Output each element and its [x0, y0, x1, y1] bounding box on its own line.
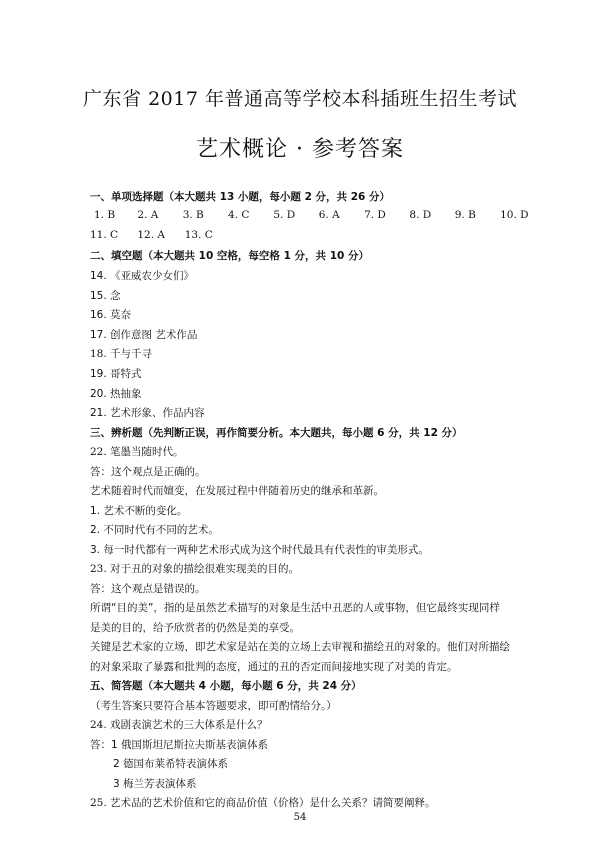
- page-number: 54: [293, 812, 307, 823]
- answer-23-line: 关键是艺术家的立场，即艺术家是站在美的立场上去审视和描绘丑的对象的。他们对所描绘: [90, 641, 510, 653]
- mcq-answer: 8. D: [409, 209, 432, 221]
- fill-answer: 21. 艺术形象、作品内容: [90, 407, 205, 419]
- mcq-answer: 9. B: [454, 209, 476, 221]
- section-1-heading: 一、单项选择题（本大题共 13 小题，每小题 2 分，共 26 分）: [90, 191, 390, 203]
- mcq-answer: 11. C: [90, 229, 119, 241]
- grading-note: （考生答案只要符合基本答题要求，即可酌情给分。）: [90, 700, 337, 712]
- answer-22-line: 3. 每一时代都有一两种艺术形式成为这个时代最具有代表性的审美形式。: [90, 544, 429, 556]
- mcq-answer: 7. D: [364, 209, 386, 221]
- answer-22-line: 艺术随着时代而嬗变，在发展过程中伴随着历史的继承和革新。: [90, 485, 384, 497]
- mcq-answers-row-2: [90, 229, 229, 241]
- question-24: 24. 戏剧表演艺术的三大体系是什么？: [90, 719, 268, 731]
- mcq-answer: 6. A: [318, 209, 340, 221]
- mcq-answer: 13. C: [184, 229, 213, 241]
- mcq-answer: 5. D: [273, 209, 296, 221]
- mcq-answers-row-1: [94, 209, 540, 221]
- mcq-answer: 3. B: [182, 209, 204, 221]
- answer-23-line: 所谓“目的美”，指的是虽然艺术描写的对象是生活中丑恶的人或事物，但它最终实现同样: [90, 602, 500, 614]
- answer-24-line: 答：1 俄国斯坦尼斯拉夫斯基表演体系: [90, 739, 269, 751]
- answer-24-line: 2 德国布莱希特表演体系: [113, 758, 229, 770]
- answer-22: 答：这个观点是正确的。: [90, 466, 206, 478]
- answer-23-line: 是美的目的，给予欣赏者的仍然是美的享受。: [90, 622, 300, 634]
- answer-23: 答：这个观点是错误的。: [90, 583, 206, 595]
- answer-24-line: 3 梅兰芳表演体系: [113, 778, 197, 790]
- mcq-answer: 2. A: [137, 209, 159, 221]
- mcq-answer: 10. D: [500, 209, 529, 221]
- section-5-heading: 五、简答题（本大题共 4 小题，每小题 6 分，共 24 分）: [90, 680, 362, 692]
- mcq-answer: 1. B: [94, 209, 116, 221]
- section-3-heading: 三、辨析题（先判断正误，再作简要分析。本大题共，每小题 6 分，共 12 分）: [90, 427, 463, 439]
- answer-22-line: 2. 不同时代有不同的艺术。: [90, 524, 219, 536]
- fill-answer: 15. 念: [90, 290, 121, 302]
- mcq-answer: 4. C: [228, 209, 250, 221]
- question-22: 22. 笔墨当随时代。: [90, 446, 184, 458]
- mcq-answer: 12. A: [137, 229, 165, 241]
- section-2-heading: 二、填空题（本大题共 10 空格，每空格 1 分，共 10 分）: [90, 250, 369, 262]
- fill-answer: 17. 创作意图 艺术作品: [90, 329, 198, 341]
- answer-subtitle: 艺术概论 · 参考答案: [196, 137, 404, 162]
- exam-title: 广东省 2017 年普通高等学校本科插班生招生考试: [83, 88, 517, 110]
- fill-answer: 14. 《亚威农少女们》: [90, 270, 195, 282]
- answer-23-line: 的对象采取了暴露和批判的态度，通过的丑的否定而间接地实现了对美的肯定。: [90, 661, 458, 673]
- question-23: 23. 对于丑的对象的描绘很难实现美的目的。: [90, 563, 300, 575]
- question-25: 25. 艺术品的艺术价值和它的商品价值（价格）是什么关系？请简要阐释。: [90, 797, 436, 809]
- fill-answer: 18. 千与千寻: [90, 348, 153, 360]
- fill-answer: 20. 热抽象: [90, 388, 142, 400]
- fill-answer: 19. 哥特式: [90, 368, 142, 380]
- answer-22-line: 1. 艺术不断的变化。: [90, 505, 188, 517]
- fill-answer: 16. 莫奈: [90, 309, 132, 321]
